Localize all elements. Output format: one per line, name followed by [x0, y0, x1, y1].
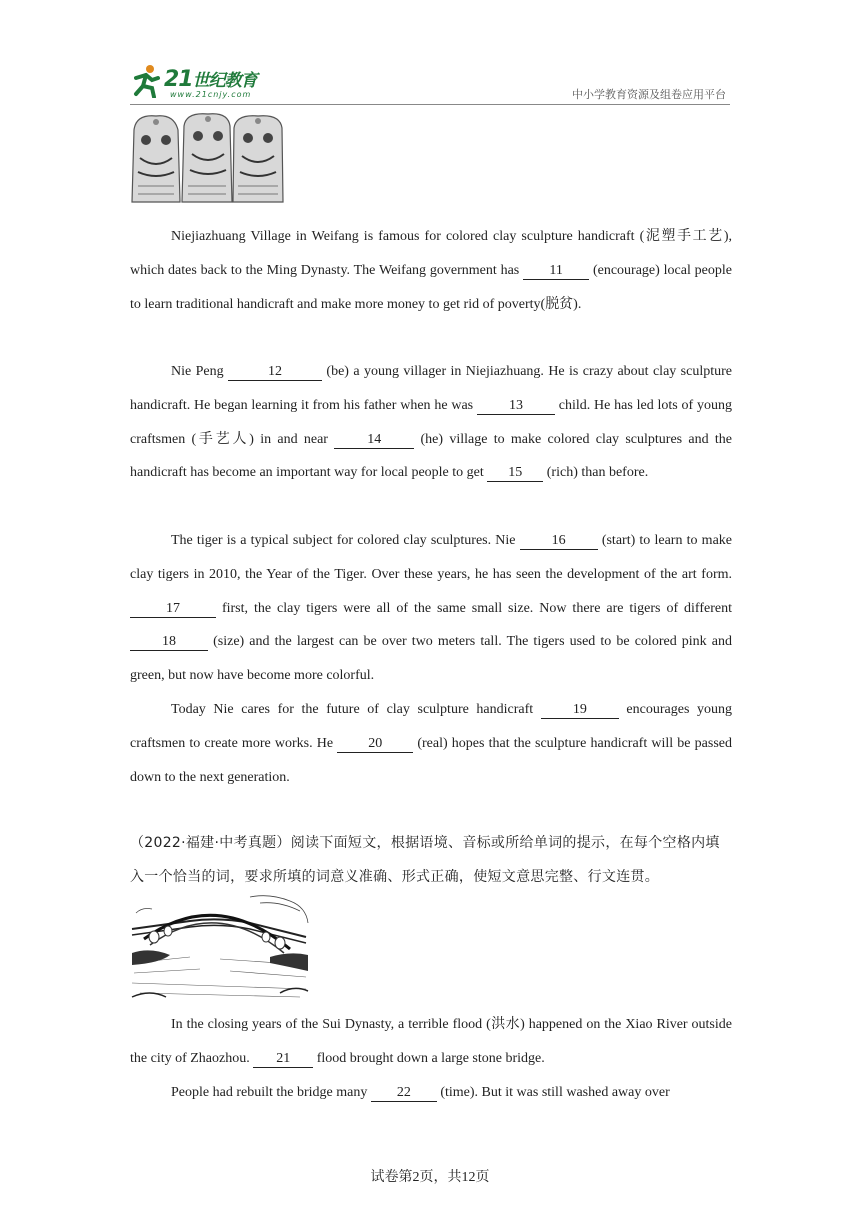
passage1-paragraph4 — [130, 693, 732, 794]
text: The tiger is a typical subject for colored clay sculptures. Nie — [171, 533, 520, 548]
blank-20[interactable]: 20 — [337, 736, 413, 753]
text: (time). But it was still washed away over — [436, 1085, 670, 1100]
blank-12[interactable]: 12 — [228, 364, 322, 381]
passage1-paragraph3 — [130, 524, 732, 693]
platform-name: 中小学教育资源及组卷应用平台 — [572, 88, 726, 101]
text: Today Nie cares for the future of clay sculpture handicraft — [171, 702, 541, 717]
logo-chinese: 世纪教育 — [192, 71, 257, 91]
page-header — [130, 62, 730, 105]
blank-14[interactable]: 14 — [334, 432, 414, 449]
blank-13[interactable]: 13 — [477, 398, 555, 415]
text: Nie Peng — [171, 364, 229, 379]
question2-paragraph2 — [130, 1076, 732, 1110]
logo-wordmark — [164, 66, 257, 92]
text: (encourage) local people to learn traditional handicraft and make more money to get rid of poverty(脱贫). — [130, 262, 732, 312]
text: (real) hopes that the sculpture handicraft will be passed down to the next generation. — [130, 735, 732, 785]
blank-19[interactable]: 19 — [541, 702, 619, 719]
text: (rich) than before. — [543, 465, 649, 481]
blank-22[interactable]: 22 — [371, 1085, 437, 1102]
text: In the closing years of the Sui Dynasty, a terrible flood (洪水) happened on the Xiao River outside the city of Zhaozhou. — [130, 1017, 732, 1066]
text: (he) village to make colored clay sculptures and the handicraft has become an important way for local people to get — [130, 431, 732, 481]
blank-21[interactable]: 21 — [253, 1051, 313, 1068]
running-figure-icon — [130, 64, 162, 98]
text: (be) a young villager in Niejiazhuang. He is crazy about clay sculpture handicraft. He began learning it from his father when he was — [130, 364, 732, 413]
blank-16[interactable]: 16 — [520, 533, 598, 550]
passage1-paragraph2 — [130, 355, 732, 490]
question2-paragraph1 — [130, 1008, 732, 1076]
question2-instructions: （2022·福建·中考真题）阅读下面短文，根据语境、音标或所给单词的提示，在每个空格内填入一个恰当的词，要求所填的词意义准确、形式正确，使短文意思完整、行文连贯。 — [130, 835, 720, 885]
stone-bridge-image — [130, 893, 310, 1003]
blank-18[interactable]: 18 — [130, 634, 208, 651]
text: (size) and the largest can be over two meters tall. The tigers used to be colored pink and green, but now have become more colorful. — [130, 634, 732, 684]
text: first, the clay tigers were all of the same small size. Now there are tigers of different — [216, 600, 732, 616]
logo-number: 21 — [164, 67, 193, 92]
passage1-paragraph1 — [130, 220, 732, 321]
blank-15[interactable]: 15 — [487, 465, 543, 482]
site-logo — [130, 62, 280, 102]
clay-tigers-image — [130, 110, 285, 208]
text: (start) to learn to make clay tigers in 2010, the Year of the Tiger. Over these years, he has seen the development of the art form. — [130, 533, 732, 582]
blank-11[interactable]: 11 — [523, 263, 589, 280]
text: encourages young craftsmen to create more works. He — [130, 702, 733, 751]
blank-17[interactable]: 17 — [130, 601, 216, 618]
text: Niejiazhuang Village in Weifang is famous for colored clay sculpture handicraft (泥塑手工艺), which dates back to the Ming Dynasty. The Weifang government has — [130, 229, 732, 278]
page-footer: 试卷第2页，共12页 — [370, 1170, 490, 1185]
text: People had rebuilt the bridge many — [171, 1085, 371, 1100]
text: flood brought down a large stone bridge. — [313, 1050, 545, 1066]
logo-url: www.21cnjy.com — [170, 90, 252, 99]
text: child. He has led lots of young craftsmen (手艺人) in and near — [130, 397, 732, 447]
